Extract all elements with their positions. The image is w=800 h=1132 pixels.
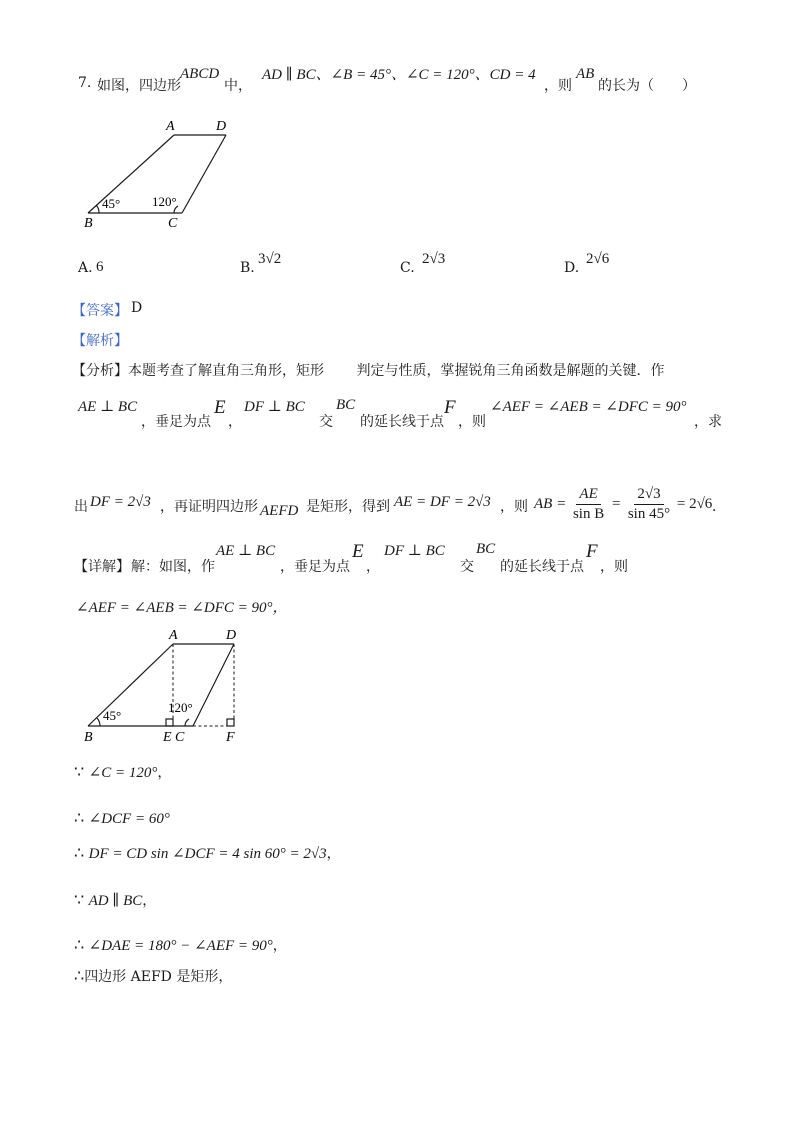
- step-end: ，: [326, 846, 341, 862]
- question-number: 7.: [78, 75, 92, 91]
- step-5: [74, 935, 287, 955]
- fraction-denominator: sin B: [572, 506, 605, 522]
- question-quad: ABCD: [180, 66, 220, 82]
- therefore-symbol: ∴: [74, 935, 85, 954]
- xiangjie-text1: 解：如图，作: [131, 559, 215, 575]
- fenxi-ze: ，则: [458, 414, 486, 430]
- label-angle-b: 45°: [102, 196, 121, 211]
- segment-dc: [193, 644, 234, 726]
- fenxi-qiu: ，求: [694, 414, 722, 430]
- fraction-value: [625, 486, 673, 523]
- label-angle-c: 120°: [168, 700, 193, 715]
- xiangjie-jiao: 交: [460, 559, 474, 575]
- right-angle-e: [166, 719, 173, 726]
- figure-parallelogram: [80, 115, 240, 230]
- label-f: F: [226, 730, 235, 745]
- label-d: D: [216, 119, 227, 134]
- question-ab: AB: [576, 66, 595, 82]
- answer-value: D: [131, 300, 143, 316]
- label-a: A: [169, 628, 178, 643]
- step-text: ∠DCF = 60°: [88, 811, 170, 827]
- answer-tag: 【答案】: [72, 303, 128, 319]
- label-a: A: [166, 119, 175, 134]
- therefore-symbol: ∴: [74, 808, 85, 827]
- label-d: D: [226, 628, 237, 643]
- analysis-tag: 【解析】: [72, 333, 128, 349]
- therefore-symbol: ∴: [74, 843, 85, 862]
- fenxi-ze2: ，则: [500, 499, 528, 515]
- step-end: ，: [157, 765, 172, 781]
- xiangjie-comma: ，: [366, 559, 380, 575]
- fenxi-df-bc: DF ⊥ BC: [244, 399, 305, 415]
- question-intro: 如图，四边形: [97, 78, 181, 94]
- question-conditions: AD ∥ BC、∠B = 45°、∠C = 120°、CD = 4: [262, 67, 536, 83]
- formula-result: = 2√6: [676, 495, 713, 512]
- fenxi-text: 本题考查了解直角三角形，矩形 判定与性质，掌握锐角三角函数是解题的关键．作: [128, 363, 665, 379]
- step-end: ，: [142, 893, 157, 909]
- formula-eq: =: [610, 495, 622, 512]
- fenxi-ext: 的延长线于点: [360, 414, 444, 430]
- step-4: [74, 890, 156, 910]
- fenxi-dot: ．: [712, 499, 726, 515]
- because-symbol: ∵: [74, 890, 85, 909]
- segment-ab: [88, 644, 173, 726]
- xiangjie-df-bc: DF ⊥ BC: [384, 543, 445, 559]
- label-b: B: [84, 730, 93, 745]
- option-c-value: 2√3: [422, 251, 446, 267]
- angle-b-arc: [96, 205, 99, 213]
- fenxi-tag: 【分析】: [72, 363, 128, 379]
- xiangjie-bc: BC: [476, 541, 496, 557]
- option-d-value: 2√6: [586, 251, 610, 267]
- fenxi-aefd: AEFD: [260, 503, 299, 519]
- step-1: [74, 762, 171, 782]
- fenxi-comma: ，: [228, 414, 242, 430]
- fraction-numerator: 2√3: [634, 486, 663, 505]
- fenxi-f: F: [444, 397, 456, 418]
- fenxi-jiao: 交: [319, 414, 333, 430]
- fenxi-chu: 出: [74, 499, 88, 515]
- xiangjie-f: F: [586, 541, 598, 562]
- fenxi-angles: ∠AEF = ∠AEB = ∠DFC = 90°: [490, 399, 687, 415]
- step-text: ∠C = 120°: [88, 765, 158, 781]
- option-b-value: 3√2: [258, 251, 282, 267]
- fenxi-prove: ，再证明四边形: [160, 499, 258, 515]
- label-angle-c: 120°: [152, 194, 177, 209]
- question-then: ，则: [544, 78, 572, 94]
- fenxi-df-eq: DF = 2√3: [90, 494, 151, 510]
- xiangjie-foot: ，垂足为点: [280, 559, 350, 575]
- xiangjie-e: E: [352, 541, 364, 562]
- segment-dc: [182, 135, 226, 213]
- option-c-key: C.: [400, 260, 415, 276]
- option-b-key: B.: [240, 260, 255, 276]
- fenxi-e: E: [214, 397, 226, 418]
- step-text: 四边形 AEFD 是矩形，: [84, 969, 233, 985]
- option-a-value: 6: [96, 259, 104, 275]
- step-text: AD ∥ BC: [88, 893, 143, 909]
- label-c: C: [175, 730, 185, 745]
- fraction-numerator: AE: [576, 486, 600, 505]
- step-3: [74, 843, 341, 863]
- step-text: ∠DAE = 180° − ∠AEF = 90°: [88, 938, 273, 954]
- step-end: ，: [272, 938, 287, 954]
- fenxi-bc: BC: [336, 397, 356, 413]
- because-symbol: ∵: [74, 762, 85, 781]
- fenxi-formula: [534, 486, 712, 523]
- label-angle-b: 45°: [103, 708, 122, 723]
- right-angle-f: [227, 719, 234, 726]
- fenxi-is-rect: 是矩形，得到: [306, 499, 390, 515]
- fenxi-foot: ，垂足为点: [141, 414, 211, 430]
- label-b: B: [84, 216, 93, 230]
- xiangjie-angles: ∠AEF = ∠AEB = ∠DFC = 90°，: [76, 600, 288, 616]
- angle-b-arc: [97, 718, 100, 726]
- option-d-key: D.: [564, 260, 580, 276]
- step-text: DF = CD sin ∠DCF = 4 sin 60° = 2√3: [88, 846, 327, 862]
- step-2: [74, 808, 170, 828]
- question-tail: 的长为（ ）: [598, 78, 696, 94]
- xiangjie-ae-bc: AE ⊥ BC: [216, 543, 276, 559]
- label-e: E: [163, 730, 172, 745]
- step-6: [74, 966, 232, 986]
- question-zhong: 中，: [224, 78, 252, 94]
- option-a-key: A.: [78, 260, 93, 276]
- xiangjie-tag: 【详解】: [74, 559, 130, 575]
- fenxi-ae-bc: AE ⊥ BC: [78, 399, 138, 415]
- label-c: C: [168, 216, 178, 230]
- fenxi-ae-df: AE = DF = 2√3: [394, 494, 491, 510]
- fraction-ae-sinb: [570, 486, 607, 523]
- angle-c-arc: [185, 719, 189, 726]
- xiangjie-ext: 的延长线于点: [500, 559, 584, 575]
- formula-ab-eq: AB =: [534, 495, 567, 512]
- figure-rectangle-construction: [80, 620, 250, 750]
- therefore-symbol: ∴: [74, 966, 85, 985]
- fraction-denominator: sin 45°: [627, 506, 671, 522]
- xiangjie-ze: ，则: [600, 559, 628, 575]
